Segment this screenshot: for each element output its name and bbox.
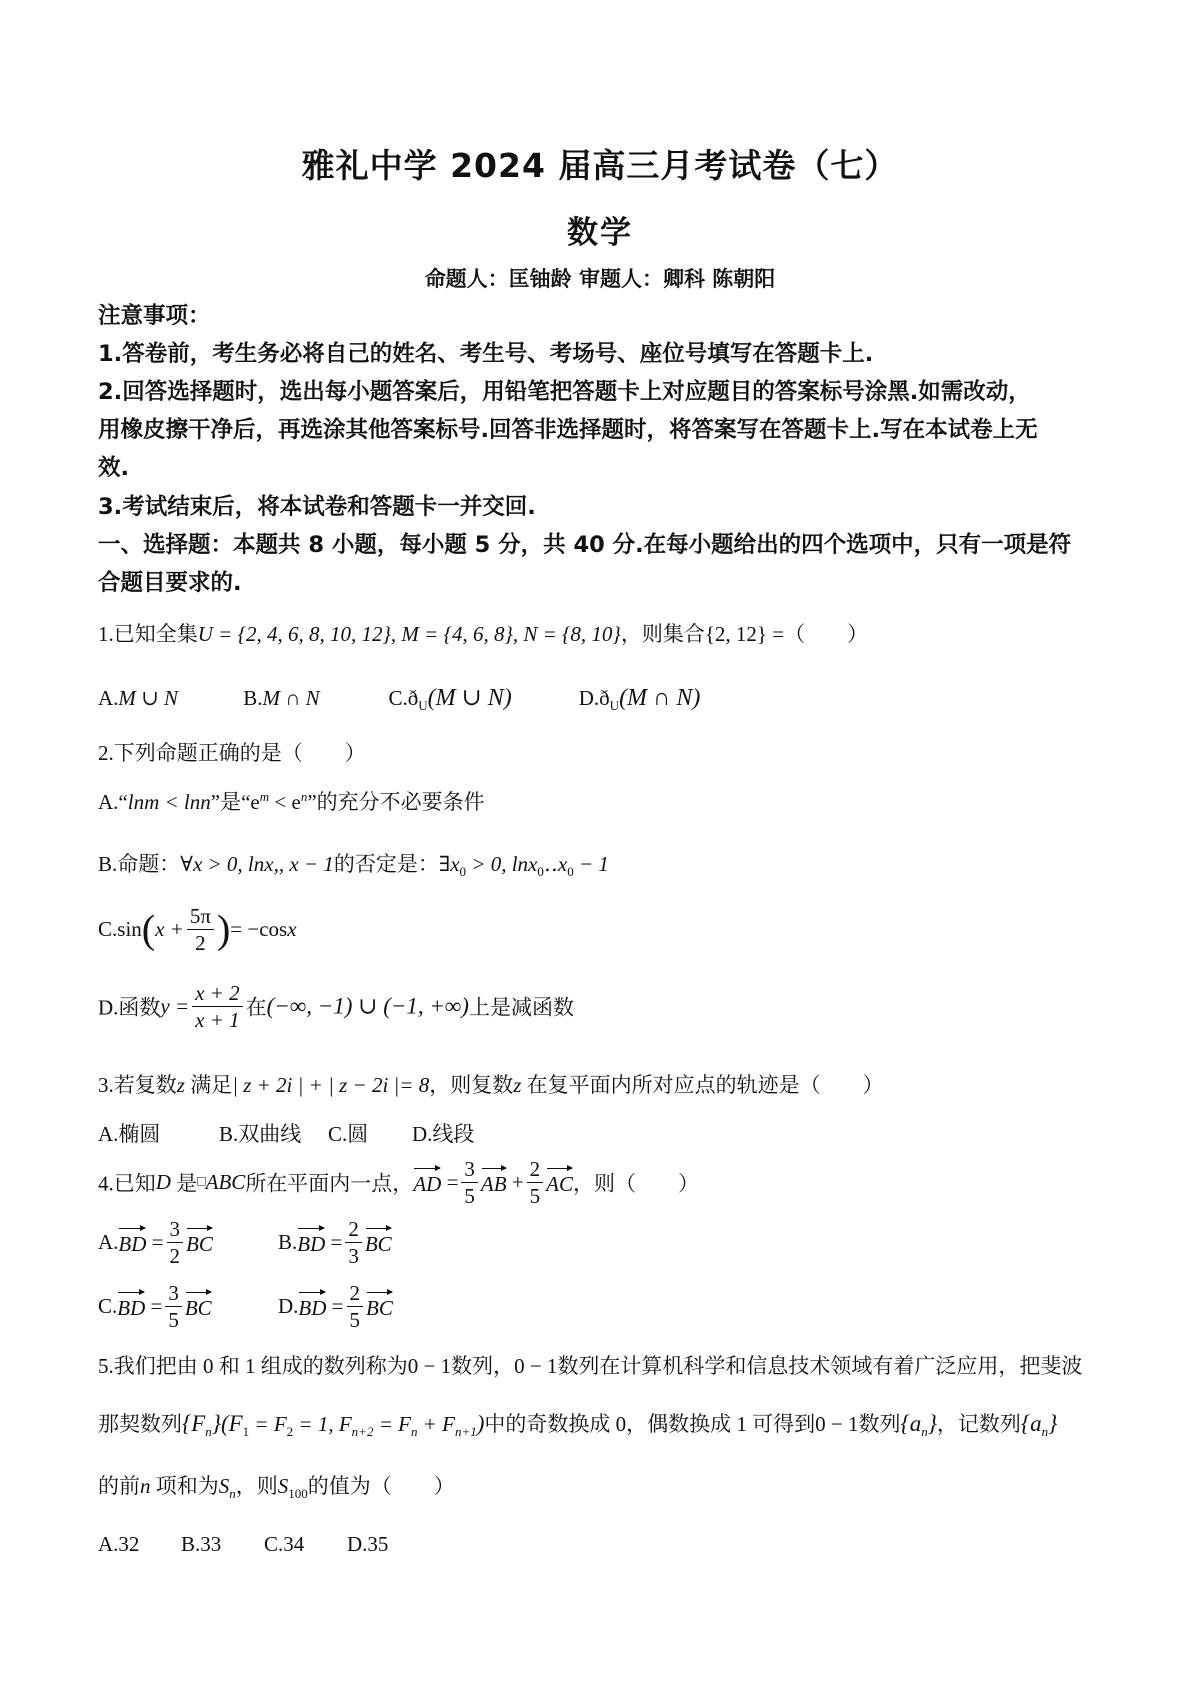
notes-heading: 注意事项： [98,303,211,329]
q1-option-b: B.M ∩ N [243,686,320,710]
q5-line-3: 的前n 项和为$S_n$，则$S_{100}$的值为（ ） [98,1474,455,1502]
vector-ac: AC [546,1168,573,1197]
question-3-stem: 3.若复数z 满足| z + 2i | + | z − 2i |= 8，则复数z 在复平面内所对应点的轨迹是（ ） [98,1073,884,1097]
q3-option-a: A.椭圆 [98,1122,161,1146]
note-2-line-2: 用橡皮擦干净后，再选涂其他答案标号.回答非选择题时，将答案写在答题卡上.写在本试卷上无 [98,417,1038,443]
q5-option-a: A.32 [98,1532,140,1556]
note-2-line-1: 2.回答选择题时，选出每小题答案后，用铅笔把答题卡上对应题目的答案标号涂黑.如需改动， [98,379,1031,405]
q3-option-d: D.线段 [412,1122,475,1146]
q3-option-c: C.圆 [328,1122,369,1146]
q5-option-c: C.34 [264,1532,305,1556]
q1-answer-blank: （ ） [784,622,869,646]
q2-option-a: A.“lnm < lnn”是“$e^m < e^n$”的充分不必要条件 [98,789,485,814]
q4-option-b: B.BD = $\frac{2}{3}$ BC [278,1217,392,1269]
q5-option-d: D.35 [347,1532,389,1556]
q4-options-row-2 [98,1282,393,1331]
q4-option-c: C.BD = $\frac{3}{5}$ BC [98,1281,212,1333]
note-1: 1.答卷前，考生务必将自己的姓名、考生号、考场号、座位号填写在答题卡上. [98,341,874,367]
q4-option-a: A.BD = $\frac{3}{2}$ BC [98,1217,213,1269]
q5-option-b: B.33 [181,1532,222,1556]
question-2-stem: 2.下列命题正确的是（ ） [98,741,366,765]
q2c-denominator: 2 [195,931,206,956]
q2-option-d: D.函数y = $\frac{x + 2}{x + 1}$ 在(−∞, −1) ∪ (−1, +∞)上是减函数 [98,981,574,1033]
q1-stem-text: 1.已知全集 [98,622,198,646]
q1-stem-text-2: ，则集合 [620,622,705,646]
q1-option-c: $C.ð_U(M$ ∪ N) [388,685,512,714]
q2d-denominator: x + 1 [195,1008,240,1033]
q5-line-2: 那契数列$\{F_n\}(F_1 = F_2 = 1$, $F_{n+2} = F_n + F_{n+1}$)中的奇数换成 0，偶数换成 1 可得到0 − 1数列$\{a_n\}$，记数列$\{a_n\}$ [98,1411,1058,1440]
question-5-options [98,1532,388,1557]
question-3-options [98,1118,474,1148]
question-4-stem: 4.已知D 是□ABC所在平面内一点，AD = $\frac{3}{5}$ AB + $\frac{2}{5}$ AC，则（ ） [98,1157,699,1209]
question-1-options [98,683,700,714]
note-3: 3.考试结束后，将本试卷和答题卡一并交回. [98,494,536,520]
subject-heading: 数学 [567,215,633,251]
q2c-numerator: 5π [187,905,214,930]
author-line: 命题人：匡铀龄 审题人：卿科 陈朝阳 [424,267,776,291]
q1-option-a: A.M ∪ N [98,686,179,710]
q2-option-c: C.sin(x + $\frac{5\pi}{2}$ )= −cosx [98,904,297,956]
q1-sets-math: U = {2, 4, 6, 8, 10, 12}, M = {4, 6, 8}, N = {8, 10} [197,622,621,646]
q5-line-1: 5.我们把由 0 和 1 组成的数列称为0 − 1数列，0 − 1数列在计算机科学和信息技术领域有着广泛应用，把斐波 [98,1354,1083,1378]
note-2-line-3: 效. [98,455,130,481]
section-1-heading-line-2: 合题目要求的. [98,570,242,596]
q4-option-d: D.BD = $\frac{2}{5}$ BC [278,1281,393,1333]
vector-ab: AB [481,1168,507,1197]
question-1-stem [98,618,868,648]
vector-ad: AD [413,1168,441,1197]
section-1-heading-line-1: 一、选择题：本题共 8 小题，每小题 5 分，共 40 分.在每小题给出的四个选项中，只有一项是符 [98,532,1072,558]
q3-option-b: B.双曲线 [219,1122,302,1146]
q2d-numerator: x + 2 [192,982,243,1007]
q2-option-b: B.命题：∀x > 0, lnx,, x − 1的否定是：$\exists x_0 > 0$, $\ln x_0‥x_0 - 1$ [98,852,609,880]
q4-options-row-1 [98,1218,392,1267]
q1-target-set: {2, 12} = [704,622,785,646]
q1-option-d: $D.ð_U(M$ ∩ N) [578,685,701,714]
exam-title: 雅礼中学 2024 届高三月考试卷（七） [301,146,899,185]
